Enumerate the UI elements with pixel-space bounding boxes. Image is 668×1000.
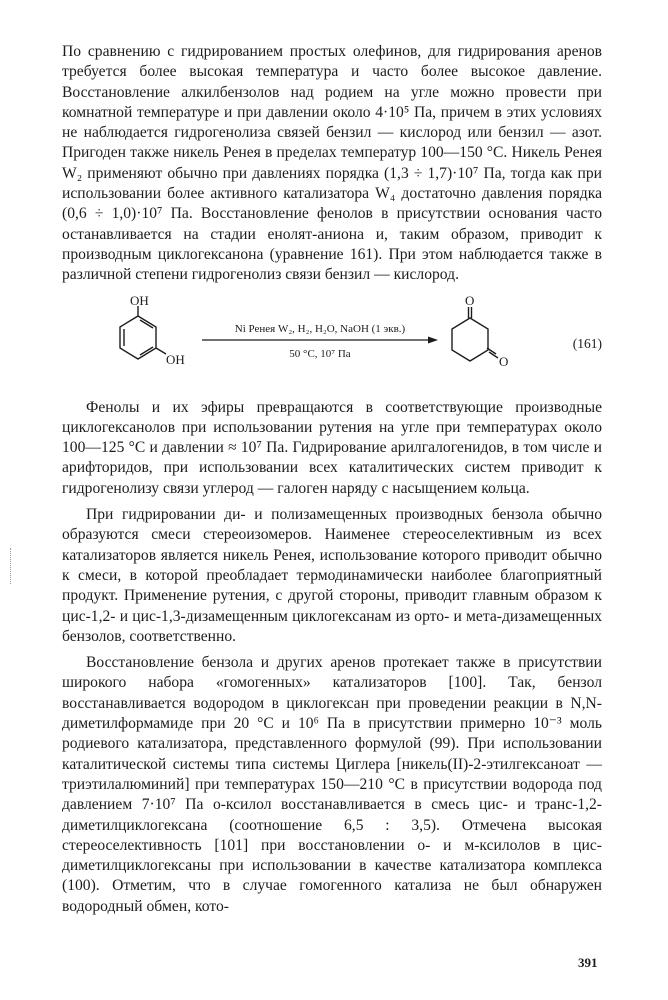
reactant-oh-top: OH xyxy=(130,295,149,308)
equation-number: (161) xyxy=(572,335,602,351)
page-body xyxy=(62,42,602,917)
page-number: 391 xyxy=(578,955,598,970)
product-o-top: O xyxy=(465,295,475,308)
reaction-arrow xyxy=(202,336,438,343)
margin-mark xyxy=(10,548,13,584)
product-o-bottom: O xyxy=(499,353,509,369)
paragraph-1: По сравнению с гидрированием простых олефинов, для гидрирования аренов требуется более высокая температура и часто более высокое давление. Восстановление алкилбензолов над родием на угле можно провести при комнатной температуре и при давлении около 4·10⁵ Па, причем в этих условиях не наблюдается гидрогенолиза связей бензил — кислород или бензил — азот. Пригоден также никель Ренея в пределах температур 100—150 °C. Никель Ренея W₂ применяют обычно при давлениях порядка (1,3 ÷ 1,7)·10⁷ Па, тогда как при использовании более активного катализатора W₄ достаточно давления порядка (0,6 ÷ 1,0)·10⁷ Па. Восстановление фенолов в присутствии основания часто останавливается на стадии енолят-аниона и, таким образом, приводит к производным циклогексанона (уравнение 161). При этом наблюдается также в различной степени гидрогенолиз связи бензил — кислород. xyxy=(62,43,602,284)
paragraph-4: Восстановление бензола и других аренов протекает также в присутствии широкого набора «гомогенных» катализаторов [100]. Так, бензол восстанавливается водородом в циклогексан при проведении реакции в N,N-диметилформамиде при 20 °C и 10⁶ Па в присутствии примерно 10⁻³ моль родиевого катализатора, представленного формулой (99). При использовании каталитической системы типа системы Циглера [никель(II)-2-этилгексаноат — триэтилалюминий] при температурах 150—210 °C в присутствии водорода под давлением 7·10⁷ Па о-ксилол восстанавливается в смесь цис- и транс-1,2-диметилциклогексана (соотношение 6,5 : 3,5). Отмечена высокая стереоселективность [101] при восстановлении о- и м-ксилолов в цис-диметилциклогексаны при использовании в качестве катализатора комплекса (100). Отметим, что в случае гомогенного катализа не был обнаружен водородный обмен, кото- xyxy=(62,654,602,915)
paragraph-2: Фенолы и их эфиры превращаются в соответствующие производные циклогексанолов при использовании рутения на угле при температурах около 100—125 °C и давлении ≈ 10⁷ Па. Гидрирование арилгалогенидов, в том числе и арифторидов, при использовании всех каталитических систем приводит к гидрогенолизу связи углерод — галоген наряду с насыщением кольца. xyxy=(62,398,602,497)
reaction-drawing xyxy=(62,296,602,390)
arrow-reagents: Ni Ренея W₂, H₂, H₂O, NaOH (1 экв.) xyxy=(234,322,406,335)
reactant-oh-bottom: OH xyxy=(166,351,185,367)
reaction-scheme-161 xyxy=(62,296,602,390)
resorcinol-ring xyxy=(120,306,166,359)
paragraph-3: При гидрировании ди- и полизамещенных производных бензола обычно образуются смеси стереоизомеров. Наименее стереоселективным из всех катализаторов является никель Ренея, использование которого приводит обычно к смеси, в которой преобладает термодинамически наиболее благоприятный продукт. Применение рутения, с другой стороны, приводит главным образом к цис-1,2- и цис-1,3-дизамещенным циклогексанам из орто- и мета-дизамещенных бензолов, соответственно. xyxy=(62,506,602,645)
cyclohexanedione-ring xyxy=(452,307,498,361)
arrow-conditions: 50 °C, 10⁷ Па xyxy=(289,347,351,360)
